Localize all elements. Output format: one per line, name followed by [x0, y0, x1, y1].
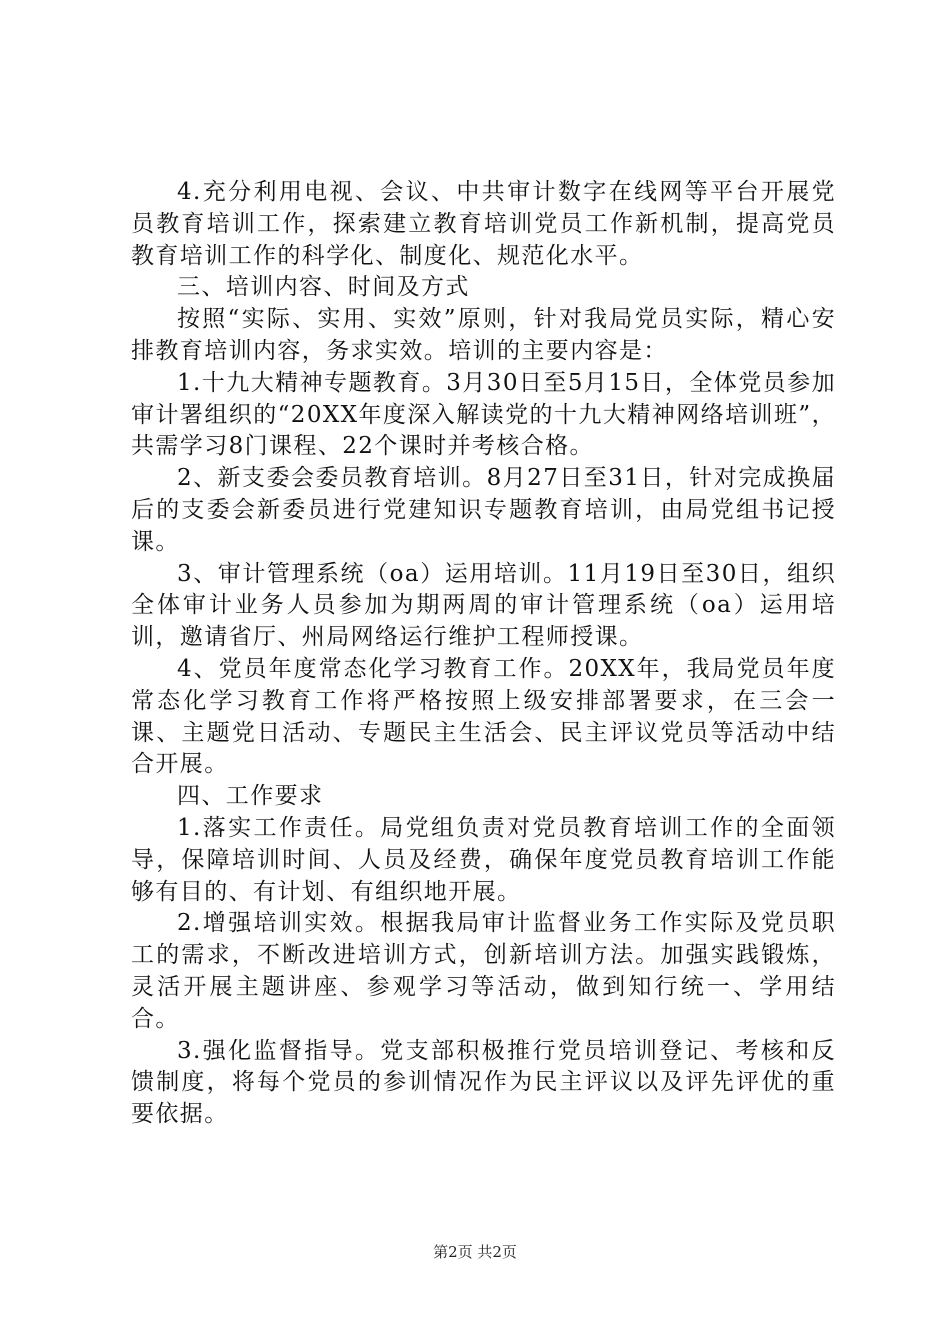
paragraph-item-4-regular-study: 4、党员年度常态化学习教育工作。20XX年，我局党员年度常态化学习教育工作将严格按照上级安排部署要求，在三会一课、主题党日活动、专题民主生活会、民主评议党员等活动中结合开展。: [131, 655, 836, 778]
section-heading-training-content: 三、培训内容、时间及方式: [177, 274, 470, 301]
paragraph-item-3-oa-training: 3、审计管理系统（oa）运用培训。11月19日至30日，组织全体审计业务人员参加为期两周的审计管理系统（oa）运用培训，邀请省厅、州局网络运行维护工程师授课。: [131, 560, 836, 651]
paragraph-item-1-congress-education: 1.十九大精神专题教育。3月30日至5月15日，全体党员参加审计署组织的“20XX年度深入解读党的十九大精神网络培训班”，共需学习8门课程、22个课时并考核合格。: [131, 369, 836, 460]
paragraph-requirement-3: 3.强化监督指导。党支部积极推行党员培训登记、考核和反馈制度，将每个党员的参训情况作为民主评议以及评先评优的重要依据。: [131, 1037, 836, 1128]
paragraph-item-2-committee-training: 2、新支委会委员教育培训。8月27日至31日，针对完成换届后的支委会新委员进行党建知识专题教育培训，由局党组书记授课。: [131, 465, 836, 555]
paragraph-requirement-2: 2.增强培训实效。根据我局审计监督业务工作实际及党员职工的需求，不断改进培训方式，创新培训方法。加强实践锻炼，灵活开展主题讲座、参观学习等活动，做到知行统一、学用结合。: [131, 910, 836, 1032]
paragraph-requirement-1: 1.落实工作责任。局党组负责对党员教育培训工作的全面领导，保障培训时间、人员及经费，确保年度党员教育培训工作能够有目的、有计划、有组织地开展。: [131, 814, 836, 905]
paragraph-item-4-platforms: 4.充分利用电视、会议、中共审计数字在线网等平台开展党员教育培训工作，探索建立教育培训党员工作新机制，提高党员教育培训工作的科学化、制度化、规范化水平。: [131, 179, 836, 269]
page-number-footer: 第2页 共2页: [433, 1243, 517, 1261]
section-heading-work-requirements: 四、工作要求: [177, 783, 324, 810]
paragraph-principle: 按照“实际、实用、实效”原则，针对我局党员实际，精心安排教育培训内容，务求实效。培训的主要内容是：: [131, 306, 836, 364]
document-body: [131, 177, 836, 1131]
